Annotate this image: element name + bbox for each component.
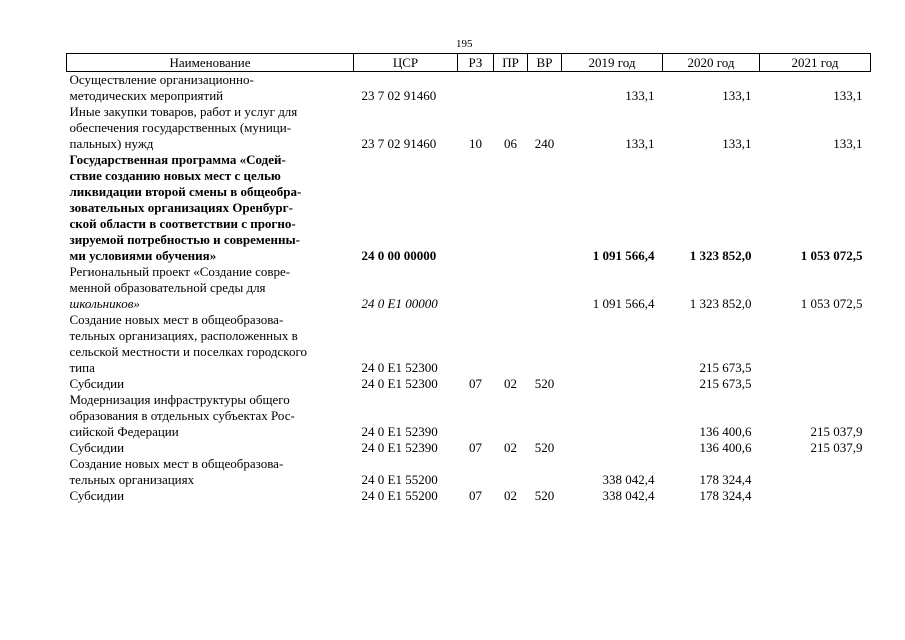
row-name: Субсидии — [69, 440, 125, 455]
row-vr — [528, 392, 562, 440]
row-2021: 215 037,9 — [810, 440, 863, 455]
table-row — [67, 312, 871, 376]
row-vr — [528, 152, 562, 264]
row-csr: 24 0 E1 00000 — [361, 296, 438, 311]
row-rz — [458, 456, 494, 488]
row-rz — [458, 392, 494, 440]
row-2021 — [760, 456, 871, 488]
row-pr — [494, 72, 528, 105]
row-csr: 23 7 02 91460 — [361, 136, 437, 151]
row-pr: 02 — [504, 376, 517, 391]
row-vr: 520 — [534, 376, 555, 391]
header-row — [67, 54, 871, 72]
header-csr: ЦСР — [354, 54, 458, 72]
row-vr: 240 — [534, 136, 555, 151]
header-pr: ПР — [494, 54, 528, 72]
row-2020: 133,1 — [722, 136, 752, 151]
row-pr: 02 — [504, 488, 517, 503]
row-2019: 133,1 — [625, 136, 655, 151]
table-row — [67, 456, 871, 488]
header-name: Наименование — [67, 54, 354, 72]
row-name: Создание новых мест в общеобразова- тельных организациях, расположенных в сельской местности и поселках городского типа — [69, 312, 307, 375]
row-vr: 520 — [534, 488, 555, 503]
row-vr — [528, 72, 562, 105]
row-pr: 02 — [504, 440, 517, 455]
row-vr — [528, 456, 562, 488]
row-rz: 07 — [469, 440, 482, 455]
row-csr: 24 0 E1 55200 — [361, 488, 438, 503]
row-2019: 133,1 — [625, 88, 655, 103]
row-csr: 24 0 00 00000 — [361, 248, 437, 263]
row-name: Иные закупки товаров, работ и услуг для обеспечения государственных (муници- пальных) нужд — [69, 104, 298, 151]
row-name: Субсидии — [69, 376, 125, 391]
table-row — [67, 72, 871, 105]
row-2020: 215 673,5 — [699, 376, 752, 391]
row-2021: 1 053 072,5 — [800, 296, 863, 311]
row-name: Государственная программа «Содей- ствие созданию новых мест с целью ликвидации второй смены в общеобра- зовательных организациях Оренбург- ской области в соответствии с прогно- зируемой потребностью и современны- ми условиями обучения» — [69, 152, 302, 263]
row-2021 — [760, 312, 871, 376]
table-row — [67, 376, 871, 392]
row-2020: 136 400,6 — [699, 440, 752, 455]
header-2020: 2020 год — [663, 54, 760, 72]
row-csr: 24 0 E1 55200 — [361, 472, 438, 487]
header-rz: РЗ — [458, 54, 494, 72]
row-csr: 24 0 E1 52390 — [361, 440, 438, 455]
row-2019: 1 091 566,4 — [592, 296, 655, 311]
row-name: Создание новых мест в общеобразова- тельных организациях — [69, 456, 284, 487]
row-csr: 24 0 E1 52300 — [361, 376, 438, 391]
row-rz: 10 — [469, 136, 482, 151]
row-name: Субсидии — [69, 488, 125, 503]
row-2019: 338 042,4 — [602, 472, 655, 487]
table-row — [67, 488, 871, 504]
table-row — [67, 264, 871, 312]
row-vr — [528, 264, 562, 312]
row-2021 — [760, 376, 871, 392]
table-row — [67, 104, 871, 152]
header-2021: 2021 год — [760, 54, 871, 72]
row-pr — [494, 312, 528, 376]
row-2020: 1 323 852,0 — [689, 296, 752, 311]
row-name: Региональный проект «Создание совре- менной образовательной среды для школьников» — [69, 264, 291, 311]
row-2019 — [562, 312, 663, 376]
row-2021: 133,1 — [833, 88, 863, 103]
row-name: Модернизация инфраструктуры общего образования в отдельных субъектах Рос- сийской Федерации — [69, 392, 295, 439]
row-rz — [458, 72, 494, 105]
row-2019 — [562, 376, 663, 392]
row-vr: 520 — [534, 440, 555, 455]
row-csr: 24 0 E1 52300 — [361, 360, 438, 375]
header-2019: 2019 год — [562, 54, 663, 72]
row-2021: 133,1 — [833, 136, 863, 151]
row-2019 — [562, 440, 663, 456]
row-2019: 338 042,4 — [602, 488, 655, 503]
row-2020: 1 323 852,0 — [689, 248, 752, 263]
row-2020: 133,1 — [722, 88, 752, 103]
row-vr — [528, 312, 562, 376]
row-csr: 23 7 02 91460 — [361, 88, 437, 103]
row-rz: 07 — [469, 488, 482, 503]
row-pr — [494, 456, 528, 488]
table-row — [67, 392, 871, 440]
row-rz — [458, 152, 494, 264]
row-pr — [494, 392, 528, 440]
row-2020: 178 324,4 — [699, 472, 752, 487]
table-row — [67, 152, 871, 264]
budget-table — [66, 53, 871, 504]
table-row — [67, 440, 871, 456]
row-rz — [458, 312, 494, 376]
row-2020: 215 673,5 — [699, 360, 752, 375]
row-rz: 07 — [469, 376, 482, 391]
row-2021 — [760, 488, 871, 504]
row-pr: 06 — [504, 136, 517, 151]
header-vr: ВР — [528, 54, 562, 72]
row-2019 — [562, 392, 663, 440]
row-2020: 178 324,4 — [699, 488, 752, 503]
row-2021: 215 037,9 — [810, 424, 863, 439]
row-pr — [494, 152, 528, 264]
row-pr — [494, 264, 528, 312]
row-rz — [458, 264, 494, 312]
page-number: 195 — [456, 38, 473, 50]
row-name: Осуществление организационно- методических мероприятий — [69, 72, 254, 103]
row-2020: 136 400,6 — [699, 424, 752, 439]
row-2019: 1 091 566,4 — [592, 248, 655, 263]
row-csr: 24 0 E1 52390 — [361, 424, 438, 439]
row-2021: 1 053 072,5 — [800, 248, 863, 263]
